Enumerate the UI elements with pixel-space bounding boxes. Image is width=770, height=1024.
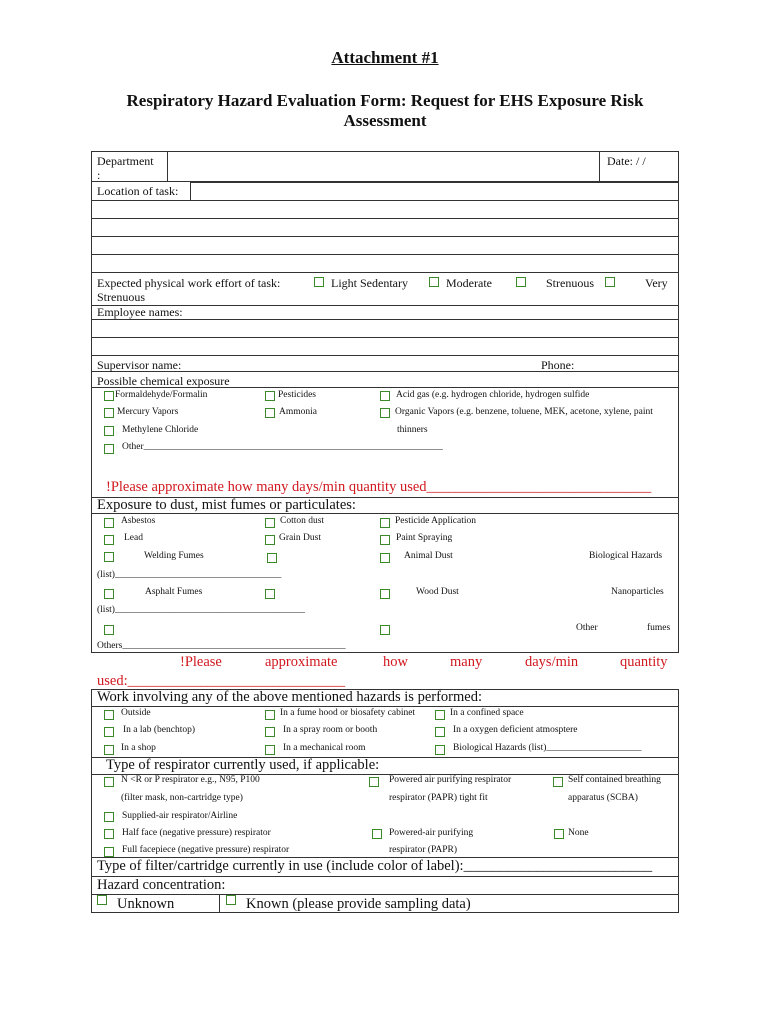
- cotton-dust-checkbox[interactable]: [265, 518, 275, 528]
- welding-label: Welding Fumes: [144, 551, 204, 561]
- employees-blank-2[interactable]: [91, 338, 679, 356]
- formaldehyde-label: Formaldehyde/Formalin: [115, 390, 208, 400]
- department-label: Department: [97, 154, 154, 168]
- bio-hazards-checkbox[interactable]: [435, 745, 445, 755]
- pesticide-app-label: Pesticide Application: [395, 516, 477, 526]
- effort-very-checkbox[interactable]: [605, 277, 615, 287]
- grain-dust-label: Grain Dust: [279, 533, 321, 543]
- note2-word-many: many: [450, 654, 483, 670]
- methylene-label: Methylene Chloride: [122, 425, 199, 435]
- note2-word-please: !Please: [180, 654, 222, 670]
- note2-word-quantity: quantity: [620, 654, 668, 670]
- form-title-line1: Respiratory Hazard Evaluation Form: Request for EHS Exposure Risk: [126, 91, 644, 110]
- papr-tight-label-cont: respirator (PAPR) tight fit: [389, 793, 488, 803]
- note2-word-approximate: approximate: [265, 654, 338, 670]
- pesticides-label: Pesticides: [278, 390, 316, 400]
- dust-blank-checkbox-1[interactable]: [267, 553, 277, 563]
- biological-label: Biological Hazards: [589, 551, 663, 561]
- work-divider: [91, 706, 679, 707]
- lead-label: Lead: [124, 533, 143, 543]
- none-checkbox[interactable]: [554, 829, 564, 839]
- effort-light-label: Light Sedentary: [331, 276, 408, 290]
- full-face-label: Full facepiece (negative pressure) respirator: [122, 845, 290, 855]
- location-field[interactable]: [190, 182, 679, 201]
- mercury-checkbox[interactable]: [104, 408, 114, 418]
- outside-checkbox[interactable]: [104, 710, 114, 720]
- note2-word-how: how: [383, 654, 408, 670]
- work-label: Work involving any of the above mentioned hazards is performed:: [97, 689, 482, 705]
- mechanical-label: In a mechanical room: [283, 743, 366, 753]
- papr-loose-label: Powered-air purifying: [389, 828, 474, 838]
- welding-checkbox[interactable]: [104, 552, 114, 562]
- fume-hood-label: In a fume hood or biosafety cabinet: [280, 708, 416, 718]
- filter-mask-label: (filter mask, non-cartridge type): [121, 793, 243, 803]
- thinners-label: thinners: [397, 425, 428, 435]
- methylene-checkbox[interactable]: [104, 426, 114, 436]
- phone-label: Phone:: [541, 358, 575, 372]
- employees-label: Employee names:: [97, 305, 183, 319]
- other-fumes-checkbox[interactable]: [380, 625, 390, 635]
- organic-vapors-checkbox[interactable]: [380, 408, 390, 418]
- none-label: None: [568, 828, 589, 838]
- supplied-air-label: Supplied-air respirator/Airline: [122, 811, 238, 821]
- spray-room-checkbox[interactable]: [265, 727, 275, 737]
- dust-label: Exposure to dust, mist fumes or particulates:: [97, 497, 356, 513]
- formaldehyde-checkbox[interactable]: [104, 391, 114, 401]
- paint-spraying-label: Paint Spraying: [396, 533, 453, 543]
- filter-label[interactable]: Type of filter/cartridge currently in use (include color of label):__________________________: [97, 858, 653, 874]
- location-blank-3[interactable]: [91, 237, 679, 255]
- fume-hood-checkbox[interactable]: [265, 710, 275, 720]
- form-title-line2: Assessment: [343, 111, 427, 130]
- supervisor-label: Supervisor name:: [97, 358, 182, 372]
- papr-tight-checkbox[interactable]: [369, 777, 379, 787]
- employees-blank-1[interactable]: [91, 320, 679, 338]
- chemical-other-checkbox[interactable]: [104, 444, 114, 454]
- fumes-label: fumes: [647, 623, 671, 633]
- papr-tight-label: Powered air purifying respirator: [389, 775, 512, 785]
- dust-divider: [91, 513, 679, 514]
- department-field[interactable]: [167, 151, 600, 182]
- dust-other-checkbox[interactable]: [104, 625, 114, 635]
- scba-label: Self contained breathing: [568, 775, 661, 785]
- half-face-checkbox[interactable]: [104, 829, 114, 839]
- mercury-label: Mercury Vapors: [117, 407, 179, 417]
- animal-dust-label: Animal Dust: [404, 551, 453, 561]
- wood-dust-label: Wood Dust: [416, 587, 459, 597]
- effort-label: Expected physical work effort of task:: [97, 276, 281, 290]
- chemical-divider: [91, 387, 679, 388]
- known-checkbox[interactable]: [226, 895, 236, 905]
- oxygen-label: In a oxygen deficient atmosptere: [453, 725, 578, 735]
- pesticide-app-checkbox[interactable]: [380, 518, 390, 528]
- hazard-label: Hazard concentration:: [97, 877, 226, 893]
- asphalt-label: Asphalt Fumes: [145, 587, 203, 597]
- confined-label: In a confined space: [450, 708, 524, 718]
- effort-very-label-cont: Strenuous: [97, 290, 145, 304]
- effort-moderate-label: Moderate: [446, 276, 492, 290]
- asphalt-checkbox[interactable]: [104, 589, 114, 599]
- shop-checkbox[interactable]: [104, 745, 114, 755]
- asbestos-label: Asbestos: [121, 516, 156, 526]
- n95-label: N <R or P respirator e.g., N95, P100: [121, 775, 260, 785]
- cotton-dust-label: Cotton dust: [280, 516, 325, 526]
- hazard-options-divider: [219, 895, 220, 913]
- scba-checkbox[interactable]: [553, 777, 563, 787]
- dust-others-line[interactable]: Others_______________________________________________: [97, 641, 346, 651]
- chemical-label: Possible chemical exposure: [97, 374, 230, 388]
- acid-gas-checkbox[interactable]: [380, 391, 390, 401]
- animal-dust-checkbox[interactable]: [380, 553, 390, 563]
- effort-very-label: Very: [645, 276, 668, 290]
- asbestos-checkbox[interactable]: [104, 518, 114, 528]
- bio-hazards-label[interactable]: Biological Hazards (list)____________________: [453, 743, 642, 753]
- shop-label: In a shop: [121, 743, 156, 753]
- pesticides-checkbox[interactable]: [265, 391, 275, 401]
- location-label: Location of task:: [97, 184, 179, 198]
- grain-dust-checkbox[interactable]: [265, 535, 275, 545]
- known-label: Known (please provide sampling data): [246, 896, 471, 912]
- attachment-heading: Attachment #1: [331, 48, 439, 67]
- effort-light-checkbox[interactable]: [314, 277, 324, 287]
- organic-vapors-label: Organic Vapors (e.g. benzene, toluene, MEK, acetone, xylene, paint: [395, 407, 653, 417]
- spray-room-label: In a spray room or booth: [283, 725, 378, 735]
- supplied-air-checkbox[interactable]: [104, 812, 114, 822]
- wood-dust-checkbox[interactable]: [380, 589, 390, 599]
- department-colon: :: [97, 168, 101, 182]
- papr-loose-checkbox[interactable]: [372, 829, 382, 839]
- effort-strenuous-label: Strenuous: [546, 276, 594, 290]
- quantity-note-1[interactable]: !Please approximate how many days/min quantity used_______________________________: [106, 479, 652, 495]
- nanoparticles-list[interactable]: (list)________________________________________: [97, 605, 305, 615]
- n95-checkbox[interactable]: [104, 777, 114, 787]
- half-face-label: Half face (negative pressure) respirator: [122, 828, 271, 838]
- mechanical-checkbox[interactable]: [265, 745, 275, 755]
- acid-gas-label: Acid gas (e.g. hydrogen chloride, hydrogen sulfide: [396, 390, 590, 400]
- unknown-checkbox[interactable]: [97, 895, 107, 905]
- ammonia-label: Ammonia: [279, 407, 317, 417]
- lab-label: In a lab (benchtop): [123, 725, 196, 735]
- ammonia-checkbox[interactable]: [265, 408, 275, 418]
- nanoparticles-label: Nanoparticles: [611, 587, 664, 597]
- biological-list[interactable]: (list)___________________________________: [97, 570, 282, 580]
- respirator-label: Type of respirator currently used, if applicable:: [106, 757, 380, 773]
- outside-label: Outside: [121, 708, 151, 718]
- paint-spraying-checkbox[interactable]: [380, 535, 390, 545]
- date-label: Date: / /: [607, 154, 646, 168]
- confined-checkbox[interactable]: [435, 710, 445, 720]
- note2-word-days: days/min: [525, 654, 579, 670]
- other-label: Other: [576, 623, 598, 633]
- quantity-note-2[interactable]: used:______________________________: [97, 673, 346, 689]
- lab-checkbox[interactable]: [104, 727, 114, 737]
- location-blank-2[interactable]: [91, 219, 679, 237]
- location-blank-1[interactable]: [91, 201, 679, 219]
- unknown-label: Unknown: [117, 896, 175, 912]
- effort-strenuous-checkbox[interactable]: [516, 277, 526, 287]
- scba-label-cont: apparatus (SCBA): [568, 793, 638, 803]
- chemical-other-label[interactable]: Other_______________________________________________________________: [122, 442, 443, 452]
- effort-moderate-checkbox[interactable]: [429, 277, 439, 287]
- dust-blank-checkbox-2[interactable]: [265, 589, 275, 599]
- papr-loose-label-cont: respirator (PAPR): [389, 845, 457, 855]
- oxygen-checkbox[interactable]: [435, 727, 445, 737]
- full-face-checkbox[interactable]: [104, 847, 114, 857]
- location-blank-4[interactable]: [91, 255, 679, 273]
- lead-checkbox[interactable]: [104, 535, 114, 545]
